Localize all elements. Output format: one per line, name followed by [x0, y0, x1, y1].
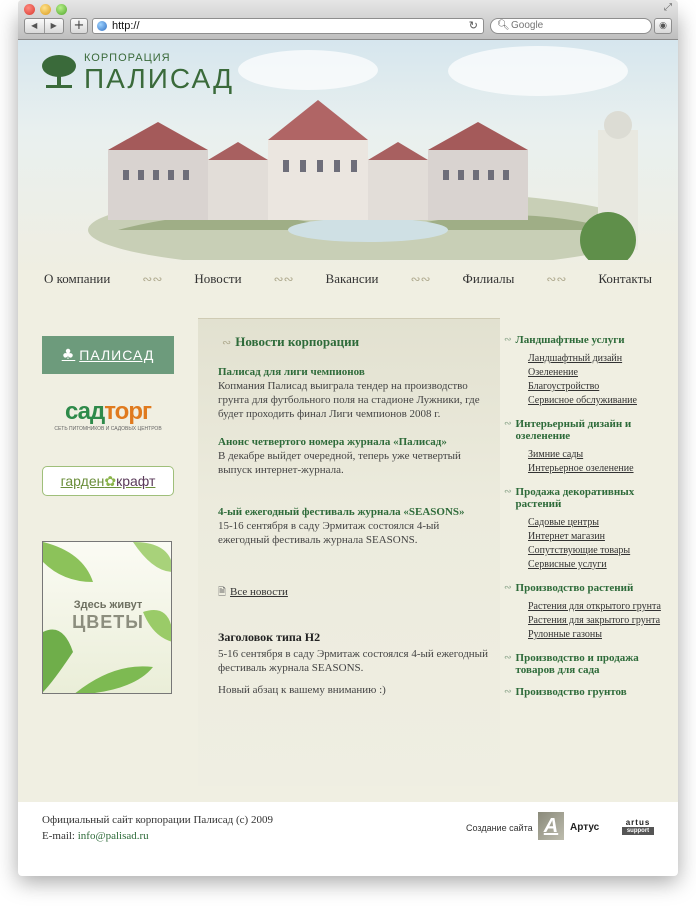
- site-header: [18, 40, 678, 270]
- news-item: [218, 505, 488, 547]
- artus-logo-icon[interactable]: A: [538, 812, 564, 840]
- search-icon: 🔍︎: [497, 20, 510, 31]
- ornament-icon: ∾: [504, 687, 512, 697]
- add-bookmark-button[interactable]: +: [70, 18, 88, 34]
- browser-toolbar: [18, 0, 678, 40]
- reload-icon[interactable]: ↻: [468, 19, 478, 32]
- ornament-icon: ∾∾: [546, 272, 567, 286]
- ornament-icon: ∾∾: [273, 272, 294, 286]
- news-text: В декабре выйдет очередной, теперь уже четвертый выпуск интернет-журнала.: [218, 450, 461, 476]
- h2-paragraph: 5-16 сентября в саду Эрмитаж состоялся 4-ый ежегодный фестиваль журнала SEASONS.: [218, 648, 488, 674]
- browser-window: [18, 0, 678, 866]
- service-link[interactable]: Рулонные газоны: [528, 629, 602, 640]
- news-title-link[interactable]: 4-ый ежегодный фестиваль журнала «SEASONS»: [218, 506, 465, 518]
- partner-logos: [42, 336, 174, 520]
- h2-sample-block: [218, 629, 488, 705]
- main-navigation: [18, 268, 678, 290]
- made-by-text: Создание сайта: [466, 823, 533, 833]
- news-text: 15-16 сентября в саду Эрмитаж состоялся 4-ый ежегодный фестиваль журнала SEASONS.: [218, 520, 440, 546]
- ornament-icon: ∾: [504, 419, 512, 429]
- ornament-icon: ∾: [504, 335, 512, 345]
- leaf-icon: ✿: [104, 473, 117, 489]
- sadtorg-part2: торг: [104, 398, 151, 425]
- back-forward-buttons: [24, 18, 64, 34]
- service-link[interactable]: Интерьерное озеленение: [528, 463, 634, 474]
- category-link[interactable]: Производство растений: [515, 582, 634, 594]
- ornament-icon: ∾∾: [410, 272, 431, 286]
- flowers-banner[interactable]: [42, 541, 172, 694]
- service-link[interactable]: Интернет магазин: [528, 531, 605, 542]
- news-section-title-text: Новости корпорации: [235, 334, 360, 349]
- tree-logo-icon: [40, 52, 78, 90]
- category-link[interactable]: Ландшафтные услуги: [515, 334, 625, 346]
- service-link[interactable]: Растения для открытого грунта: [528, 601, 661, 612]
- nav-item-branches[interactable]: Филиалы: [462, 271, 515, 286]
- back-button[interactable]: ◀: [31, 21, 38, 30]
- gardencraft-partner-logo[interactable]: [42, 466, 174, 496]
- news-item: [218, 365, 488, 421]
- browser-search[interactable]: [490, 18, 652, 34]
- service-link[interactable]: Сервисное обслуживание: [528, 395, 637, 406]
- zoom-window-button[interactable]: [56, 4, 67, 15]
- logo-title: ПАЛИСАД: [84, 63, 235, 94]
- service-link[interactable]: Зимние сады: [528, 449, 584, 460]
- ornament-icon: ∾: [222, 336, 232, 349]
- category-link[interactable]: Интерьерный дизайн и озеленение: [515, 418, 632, 442]
- document-icon: 🗎: [218, 587, 227, 598]
- nav-item-about[interactable]: О компании: [43, 271, 111, 286]
- footer-email: [42, 828, 273, 844]
- artus-support-top: artus: [625, 818, 651, 827]
- downloads-button[interactable]: ◉: [654, 18, 672, 34]
- services-menu: [504, 334, 674, 708]
- news-title-link[interactable]: Анонс четвертого номера журнала «Палисад»: [218, 436, 447, 448]
- copyright-text: Официальный сайт корпорации Палисад (с) 2009: [42, 814, 273, 826]
- search-input[interactable]: [511, 20, 646, 32]
- artus-support-logo[interactable]: [622, 818, 654, 835]
- ornament-icon: ∾: [504, 487, 512, 497]
- site-footer: [18, 802, 678, 866]
- ornament-icon: ∾: [504, 653, 512, 663]
- service-link[interactable]: Сопутствующие товары: [528, 545, 631, 556]
- service-category: [504, 582, 674, 642]
- logo-subtitle: КОРПОРАЦИЯ: [84, 52, 171, 64]
- all-news-link[interactable]: Все новости: [230, 586, 288, 598]
- service-link[interactable]: Сервисные услуги: [528, 559, 607, 570]
- tree-icon: ♣: [61, 347, 76, 363]
- h2-paragraph-2: Новый абзац к вашему вниманию :): [218, 684, 386, 696]
- palace-illustration: [78, 80, 638, 260]
- url-text[interactable]: http://: [112, 20, 140, 32]
- news-section-title: [222, 333, 359, 353]
- news-item: [218, 435, 488, 477]
- nav-item-vacancies[interactable]: Вакансии: [325, 271, 379, 286]
- minimize-window-button[interactable]: [40, 4, 51, 15]
- service-link[interactable]: Садовые центры: [528, 517, 599, 528]
- service-category: [504, 418, 674, 476]
- service-category: [504, 686, 674, 698]
- category-link[interactable]: Продажа декоративных растений: [515, 486, 635, 510]
- banner-line2: ЦВЕТЫ: [72, 612, 144, 632]
- site-logo[interactable]: [40, 52, 234, 94]
- ornament-icon: ∾∾: [142, 272, 163, 286]
- category-link[interactable]: Производство грунтов: [515, 686, 627, 698]
- garden-part1: гарден: [60, 473, 105, 489]
- sadtorg-partner-logo[interactable]: [42, 398, 174, 442]
- globe-icon: [97, 21, 107, 31]
- palisad-partner-logo[interactable]: [42, 336, 174, 374]
- news-title-link[interactable]: Палисад для лиги чемпионов: [218, 366, 365, 378]
- category-link[interactable]: Производство и продажа товаров для сада: [515, 652, 639, 676]
- footer-info: [42, 812, 273, 844]
- artus-support-bottom: support: [622, 827, 654, 835]
- service-link[interactable]: Растения для закрытого грунта: [528, 615, 661, 626]
- news-panel: [198, 318, 500, 786]
- all-news: [218, 585, 288, 600]
- nav-item-news[interactable]: Новости: [194, 271, 242, 286]
- service-link[interactable]: Озеленение: [528, 367, 578, 378]
- fullscreen-icon[interactable]: ⤢: [664, 2, 672, 13]
- forward-button[interactable]: ▶: [44, 19, 64, 33]
- news-text: Копмания Палисад выиграла тендер на производство грунта для футбольного поля на стадионе Лужники, где будет проходить финал Лиги чемпионов 2008 г.: [218, 380, 480, 420]
- h2-heading: Заголовок типа Н2: [218, 630, 321, 644]
- service-category: [504, 652, 674, 676]
- nav-item-contacts[interactable]: Контакты: [598, 271, 652, 286]
- email-link[interactable]: info@palisad.ru: [77, 830, 149, 842]
- sadtorg-wordmark: [42, 398, 174, 426]
- ornament-icon: ∾: [504, 583, 512, 593]
- close-window-button[interactable]: [24, 4, 35, 15]
- palisad-partner-label: ПАЛИСАД: [79, 347, 155, 363]
- sadtorg-part1: сад: [65, 398, 105, 425]
- artus-name: Артус: [570, 822, 600, 833]
- service-category: [504, 486, 674, 572]
- service-category: [504, 334, 674, 408]
- banner-line1: Здесь живут: [73, 599, 143, 611]
- garden-part2: крафт: [116, 473, 156, 489]
- address-bar[interactable]: [92, 18, 484, 34]
- sadtorg-tagline: СЕТЬ ПИТОМНИКОВ И САДОВЫХ ЦЕНТРОВ: [54, 426, 162, 432]
- service-link[interactable]: Благоустройство: [528, 381, 600, 392]
- email-label: E-mail:: [42, 830, 75, 842]
- service-link[interactable]: Ландшафтный дизайн: [528, 353, 623, 364]
- banner-text: [43, 598, 172, 632]
